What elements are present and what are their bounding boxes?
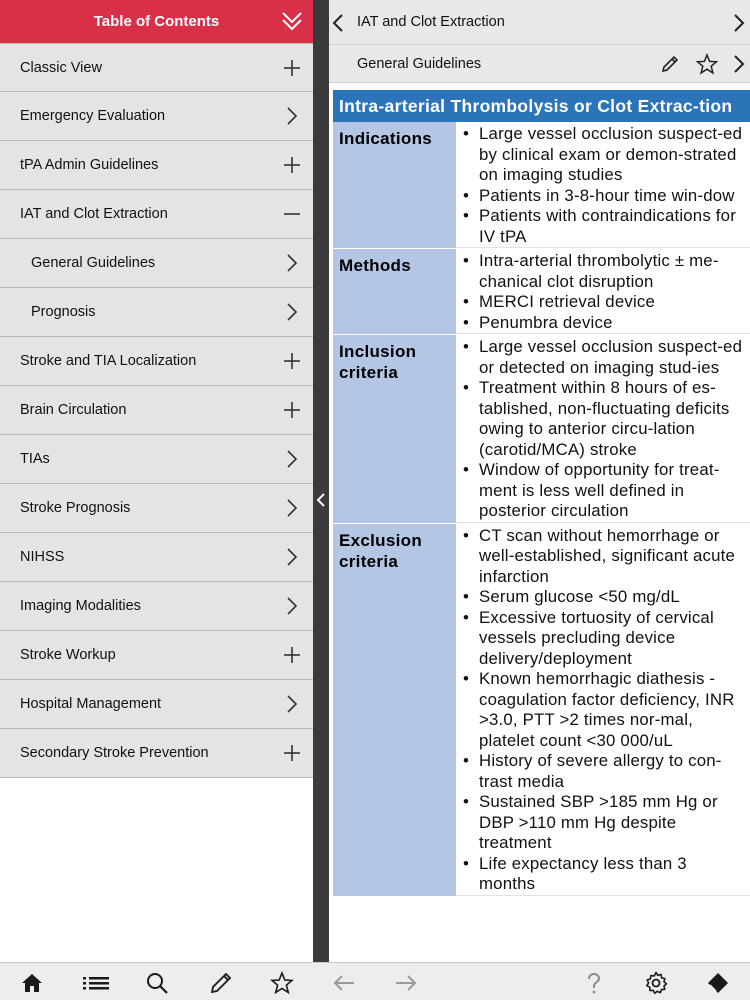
toc-item[interactable] bbox=[0, 631, 313, 680]
row-label: Exclusion criteria bbox=[333, 524, 456, 896]
toc-item[interactable] bbox=[0, 141, 313, 190]
bullet-item: • Known hemorrhagic diathesis - coagulation factor deficiency, INR >3.0, PTT >2 times nor-mal, platelet count <30 000/uL bbox=[459, 669, 746, 751]
toc-item[interactable] bbox=[0, 190, 313, 239]
star-icon[interactable] bbox=[270, 971, 294, 995]
toc-item-label: NIHSS bbox=[20, 549, 65, 565]
toc-item-label: IAT and Clot Extraction bbox=[20, 206, 168, 222]
table-row bbox=[333, 249, 750, 335]
toc-item[interactable] bbox=[0, 386, 313, 435]
back-arrow-icon[interactable] bbox=[332, 971, 356, 995]
help-icon[interactable] bbox=[582, 971, 606, 995]
chevron-right-icon[interactable] bbox=[283, 107, 301, 125]
toc-item-label: Stroke Workup bbox=[20, 647, 116, 663]
document-title: Intra-arterial Thrombolysis or Clot Extrac-tion bbox=[333, 90, 750, 122]
table-row bbox=[333, 335, 750, 524]
bullet-item: • Large vessel occlusion suspect-ed or detected on imaging stud-ies bbox=[459, 337, 746, 378]
forward-chevron-icon[interactable] bbox=[732, 13, 746, 33]
row-label: Inclusion criteria bbox=[333, 335, 456, 523]
toc-header bbox=[0, 0, 313, 43]
bullet-item: • Life expectancy less than 3 months bbox=[459, 854, 746, 895]
row-label: Methods bbox=[333, 249, 456, 334]
toc-item-label: TIAs bbox=[20, 451, 50, 467]
toc-item-label: Prognosis bbox=[31, 304, 96, 320]
collapse-chevrons-icon[interactable] bbox=[281, 9, 303, 33]
toc-item-label: Emergency Evaluation bbox=[20, 108, 166, 124]
row-label: Indications bbox=[333, 122, 456, 248]
toc-item[interactable] bbox=[0, 435, 313, 484]
plus-icon[interactable] bbox=[283, 744, 301, 762]
chevron-right-icon[interactable] bbox=[283, 254, 301, 272]
plus-icon[interactable] bbox=[283, 59, 301, 77]
bullet-item: • Penumbra device bbox=[459, 313, 746, 334]
document-table bbox=[333, 90, 750, 897]
bullet-item: • Patients with contraindications for IV tPA bbox=[459, 206, 746, 247]
pencil-icon[interactable] bbox=[660, 54, 680, 74]
chevron-right-icon[interactable] bbox=[283, 499, 301, 517]
section-nav-bar bbox=[329, 45, 750, 83]
chevron-right-icon[interactable] bbox=[283, 597, 301, 615]
bullet-item: • Window of opportunity for treat-ment is less well defined in posterior circulation bbox=[459, 460, 746, 522]
bullet-item: • CT scan without hemorrhage or well-established, significant acute infarction bbox=[459, 526, 746, 588]
bullet-item: • Sustained SBP >185 mm Hg or DBP >110 mm Hg despite treatment bbox=[459, 792, 746, 854]
star-icon[interactable] bbox=[696, 53, 718, 75]
eraser-icon[interactable] bbox=[706, 971, 730, 995]
toc-item[interactable] bbox=[0, 680, 313, 729]
document-rows bbox=[333, 122, 750, 897]
bullet-item: • Large vessel occlusion suspect-ed by clinical exam or demon-strated on imaging studies bbox=[459, 124, 746, 186]
gear-icon[interactable] bbox=[644, 971, 668, 995]
plus-icon[interactable] bbox=[283, 352, 301, 370]
list-icon[interactable] bbox=[82, 971, 110, 995]
bullet-item: • Intra-arterial thrombolytic ± me-chanical clot disruption bbox=[459, 251, 746, 292]
row-content bbox=[456, 122, 750, 248]
bullet-item: • Excessive tortuosity of cervical vessels precluding device delivery/deployment bbox=[459, 608, 746, 670]
toc-list bbox=[0, 43, 313, 778]
collapse-sidebar-icon[interactable] bbox=[316, 492, 326, 508]
chapter-nav-bar bbox=[329, 0, 750, 45]
row-content bbox=[456, 249, 750, 334]
toc-item-label: Imaging Modalities bbox=[20, 598, 141, 614]
toc-item-label: Stroke and TIA Localization bbox=[20, 353, 197, 369]
row-content bbox=[456, 524, 750, 896]
toc-sidebar bbox=[0, 0, 313, 962]
toc-item[interactable] bbox=[0, 582, 313, 631]
minus-icon[interactable] bbox=[283, 205, 301, 223]
toc-item-label: General Guidelines bbox=[31, 255, 156, 271]
toc-item-label: Hospital Management bbox=[20, 696, 162, 712]
toc-item[interactable] bbox=[0, 533, 313, 582]
bullet-item: • Serum glucose <50 mg/dL bbox=[459, 587, 746, 608]
toc-item-label: tPA Admin Guidelines bbox=[20, 157, 159, 173]
toc-item[interactable] bbox=[0, 288, 313, 337]
section-title: General Guidelines bbox=[357, 55, 482, 72]
toc-item[interactable] bbox=[0, 239, 313, 288]
toc-item-label: Brain Circulation bbox=[20, 402, 127, 418]
chevron-right-icon[interactable] bbox=[283, 303, 301, 321]
bullet-item: • MERCI retrieval device bbox=[459, 292, 746, 313]
back-chevron-icon[interactable] bbox=[331, 13, 345, 33]
row-content bbox=[456, 335, 750, 523]
home-icon[interactable] bbox=[20, 971, 44, 995]
toc-item[interactable] bbox=[0, 92, 313, 141]
plus-icon[interactable] bbox=[283, 646, 301, 664]
toc-item-label: Stroke Prognosis bbox=[20, 500, 131, 516]
chevron-right-icon[interactable] bbox=[283, 695, 301, 713]
table-row bbox=[333, 122, 750, 249]
pencil-icon[interactable] bbox=[209, 971, 233, 995]
bullet-item: • History of severe allergy to con-trast media bbox=[459, 751, 746, 792]
chevron-right-icon[interactable] bbox=[283, 548, 301, 566]
next-section-chevron-icon[interactable] bbox=[732, 54, 746, 74]
chevron-right-icon[interactable] bbox=[283, 450, 301, 468]
search-icon[interactable] bbox=[145, 971, 169, 995]
bullet-item: • Treatment within 8 hours of es-tablished, non-fluctuating deficits owing to anterior circu-lation (carotid/MCA) stroke bbox=[459, 378, 746, 460]
bottom-toolbar bbox=[0, 962, 750, 1000]
table-row bbox=[333, 524, 750, 897]
forward-arrow-icon[interactable] bbox=[394, 971, 418, 995]
toc-item-label: Classic View bbox=[20, 59, 102, 76]
toc-item[interactable] bbox=[0, 729, 313, 778]
content-pane bbox=[329, 0, 750, 962]
plus-icon[interactable] bbox=[283, 401, 301, 419]
pane-splitter[interactable] bbox=[313, 0, 329, 962]
bullet-item: • Patients in 3-8-hour time win-dow bbox=[459, 186, 746, 207]
chapter-title: IAT and Clot Extraction bbox=[357, 14, 505, 30]
toc-item-label: Secondary Stroke Prevention bbox=[20, 745, 209, 761]
toc-item[interactable] bbox=[0, 337, 313, 386]
toc-item[interactable] bbox=[0, 484, 313, 533]
plus-icon[interactable] bbox=[283, 156, 301, 174]
toc-item[interactable] bbox=[0, 43, 313, 92]
toc-title: Table of Contents bbox=[93, 13, 220, 30]
